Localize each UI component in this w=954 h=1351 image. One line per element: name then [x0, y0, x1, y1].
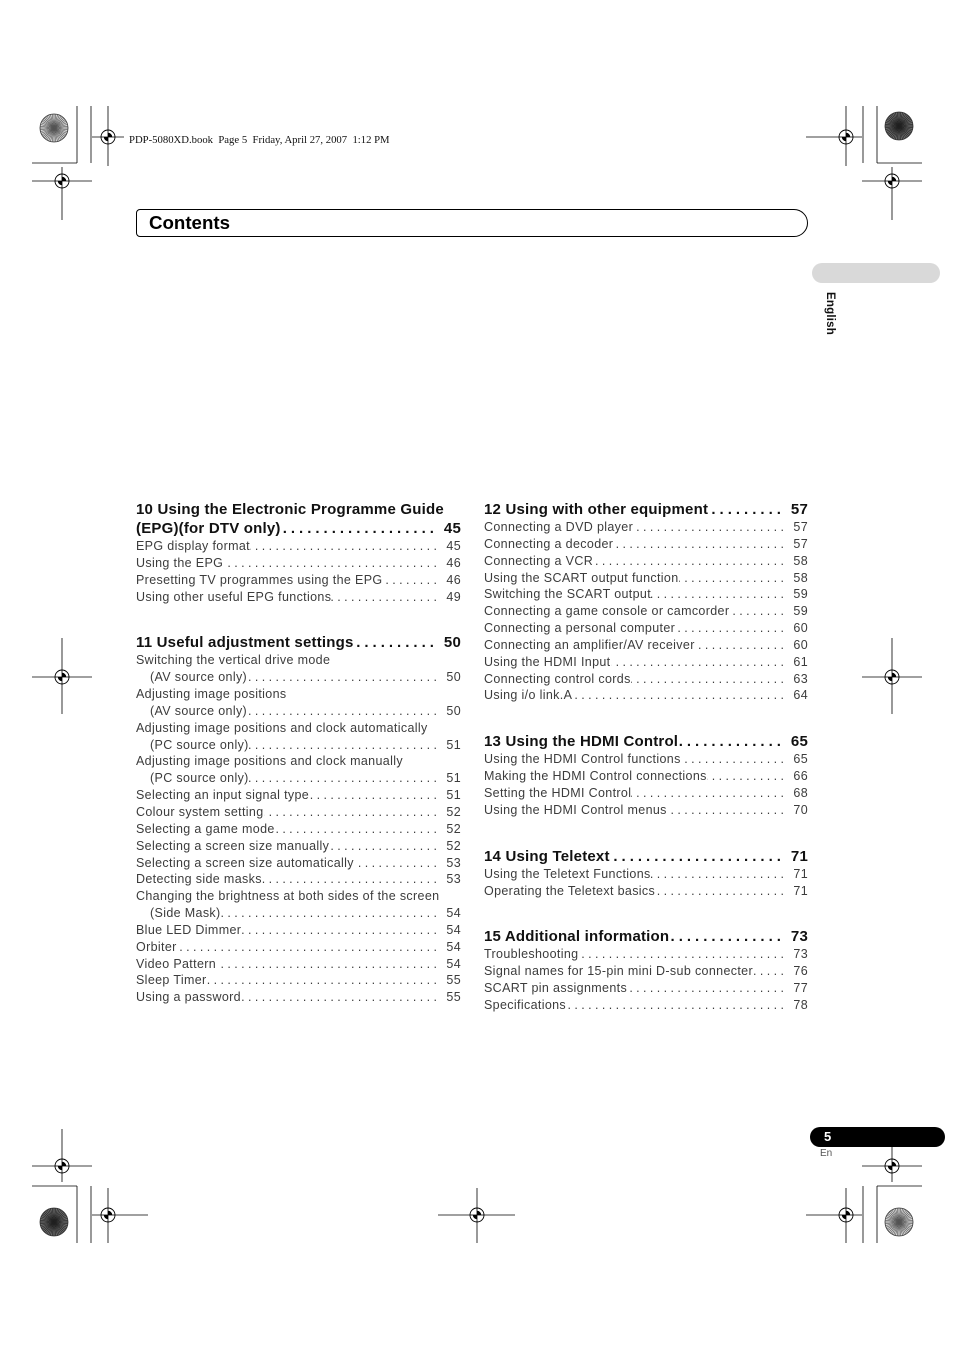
toc-entry-page-number: 76 — [793, 964, 808, 979]
registration-mark — [32, 638, 92, 714]
toc-entry-label: Blue LED Dimmer — [136, 922, 242, 937]
toc-entry — [484, 997, 808, 1014]
dot-leader — [708, 500, 785, 519]
toc-entry-line — [484, 603, 808, 620]
section-heading-line — [484, 500, 808, 519]
toc-entry-line — [484, 963, 808, 980]
toc-entry-page-number: 61 — [793, 654, 808, 669]
dot-leader — [627, 980, 787, 997]
dot-leader — [631, 785, 787, 802]
toc-entry — [136, 538, 461, 555]
dot-leader — [613, 536, 787, 553]
toc-entry-line — [136, 720, 461, 737]
toc-entry-line — [484, 997, 808, 1014]
toc-entry-line — [484, 637, 808, 654]
toc-entry-label: SCART pin assignments — [484, 981, 628, 996]
toc-entry — [136, 787, 461, 804]
toc-entry — [136, 652, 461, 686]
toc-section — [136, 500, 461, 605]
entry-list — [136, 538, 461, 605]
toc-entry-line — [484, 768, 808, 785]
registration-mark — [806, 106, 862, 166]
page-number-badge — [810, 1127, 945, 1147]
toc-entry-page-number: 59 — [793, 604, 808, 619]
section-heading-line — [484, 847, 808, 866]
toc-entry-page-number: 45 — [446, 539, 461, 553]
toc-entry — [484, 570, 808, 587]
section-heading-text: 11 Useful adjustment settings — [136, 634, 354, 652]
toc-entry — [484, 586, 808, 603]
toc-entry-page-number: 66 — [793, 769, 808, 784]
toc-entry-label: Using other useful EPG functions — [136, 589, 332, 604]
dot-leader — [631, 671, 788, 688]
toc-entry-line — [136, 686, 461, 703]
language-tab-label: English — [824, 292, 836, 335]
toc-entry-line — [136, 572, 461, 589]
dot-leader — [593, 553, 787, 570]
toc-entry-page-number: 50 — [446, 703, 461, 718]
toc-section — [484, 732, 808, 818]
toc-entry-page-number: 46 — [446, 555, 461, 570]
toc-entry-label: Troubleshooting — [484, 947, 579, 962]
toc-entry-label: Selecting a game mode — [136, 821, 275, 836]
dot-leader — [707, 768, 788, 785]
section-heading-line — [484, 927, 808, 946]
toc-entry-label: Sleep Timer — [136, 973, 207, 988]
toc-entry-page-number: 65 — [793, 752, 808, 767]
registration-mark — [438, 1188, 515, 1243]
toc-entry — [136, 855, 461, 872]
toc-entry-label: Colour system setting — [136, 804, 264, 819]
toc-entry-line — [136, 652, 461, 669]
toc-entry-label-continued: (AV source only) — [150, 670, 248, 685]
toc-entry-line — [136, 821, 461, 838]
dot-leader — [281, 519, 438, 538]
toc-section — [484, 847, 808, 900]
toc-entry-line — [136, 922, 461, 939]
toc-entry-page-number: 54 — [446, 956, 461, 971]
toc-entry — [136, 838, 461, 855]
dot-leader — [250, 538, 440, 555]
section-page-number: 73 — [790, 928, 808, 946]
section-heading-line — [136, 500, 461, 519]
toc-entry — [484, 768, 808, 785]
section-page-number: 50 — [443, 634, 461, 652]
toc-entry — [136, 956, 461, 973]
dot-leader — [675, 620, 787, 637]
toc-entry-line — [136, 939, 461, 956]
dot-leader — [354, 633, 438, 652]
toc-entry — [136, 589, 461, 606]
toc-entry — [484, 751, 808, 768]
toc-entry-line — [136, 989, 461, 1006]
dot-leader — [566, 997, 787, 1014]
print-slug: PDP-5080XD.book Page 5 Friday, April 27, 2007 1:12 PM — [129, 134, 390, 146]
dot-leader — [610, 847, 785, 866]
dot-leader — [262, 871, 441, 888]
toc-entry-line — [484, 654, 808, 671]
toc-entry-page-number: 55 — [446, 973, 461, 988]
toc-entry-line — [484, 671, 808, 688]
section-heading-text: 14 Using Teletext — [484, 847, 610, 865]
toc-entry-label: Using the HDMI Control functions — [484, 752, 681, 767]
toc-entry-page-number: 58 — [793, 553, 808, 568]
toc-entry-label: Adjusting image positions — [136, 687, 287, 702]
toc-entry-page-number: 51 — [446, 771, 461, 786]
dot-leader — [354, 855, 440, 872]
toc-entry-line — [484, 586, 808, 603]
toc-entry-line — [136, 753, 461, 770]
toc-entry-page-number: 52 — [446, 838, 461, 853]
section-heading-text: (EPG)(for DTV only) — [136, 520, 281, 537]
toc-entry-page-number: 63 — [793, 671, 808, 686]
toc-entry-line — [484, 946, 808, 963]
toc-entry-label: Changing the brightness at both sides of the screen — [136, 889, 440, 904]
section-heading-text: 12 Using with other equipment — [484, 501, 709, 518]
toc-entry-label: Adjusting image positions and clock manually — [136, 754, 403, 769]
dot-leader — [633, 519, 787, 536]
toc-entry-line — [136, 888, 461, 905]
toc-entry-label: Detecting side masks — [136, 872, 262, 887]
toc-entry-label: Switching the SCART output — [484, 587, 652, 602]
dot-leader — [177, 939, 441, 956]
toc-entry — [484, 637, 808, 654]
registration-mark — [92, 1188, 148, 1243]
toc-entry-line — [484, 553, 808, 570]
toc-entry-line — [136, 589, 461, 606]
toc-entry-label-continued: (AV source only) — [150, 703, 248, 718]
toc-entry — [484, 883, 808, 900]
toc-entry — [136, 871, 461, 888]
toc-entry-page-number: 46 — [446, 572, 461, 587]
toc-section — [136, 633, 461, 1006]
toc-entry-label-continued: (PC source only) — [150, 737, 249, 752]
toc-entry-page-number: 60 — [793, 637, 808, 652]
toc-entry-page-number: 49 — [446, 589, 461, 604]
toc-entry — [484, 620, 808, 637]
dot-leader — [695, 637, 788, 654]
toc-entry-line — [136, 905, 461, 922]
toc-entry-line — [484, 866, 808, 883]
toc-entry-label: Connecting a decoder — [484, 536, 614, 551]
toc-entry-line — [484, 980, 808, 997]
toc-entry-label: Using a password — [136, 990, 241, 1005]
toc-entry-line — [484, 883, 808, 900]
toc-entry-page-number: 68 — [793, 785, 808, 800]
section-heading — [484, 732, 808, 751]
toc-entry-label: Operating the Teletext basics — [484, 883, 656, 898]
toc-entry-line — [136, 737, 461, 754]
color-bar-starburst — [885, 112, 913, 140]
section-heading-text: 10 Using the Electronic Programme Guide — [136, 501, 444, 518]
section-heading-line — [484, 732, 808, 751]
toc-entry — [136, 804, 461, 821]
toc-entry-line — [136, 770, 461, 787]
registration-mark — [862, 167, 922, 220]
entry-list — [484, 519, 808, 704]
toc-entry-page-number: 64 — [793, 688, 808, 703]
section-heading-line — [136, 633, 461, 652]
entry-list — [484, 866, 808, 900]
toc-entry-page-number: 59 — [793, 587, 808, 602]
dot-leader — [651, 586, 787, 603]
toc-entry-page-number: 71 — [793, 866, 808, 881]
dot-leader — [216, 956, 440, 973]
toc-entry-label: Selecting a screen size manually — [136, 838, 330, 853]
page-title: Contents — [149, 212, 230, 233]
toc-entry-line — [136, 838, 461, 855]
toc-entry-label-continued: (PC source only) — [150, 771, 249, 786]
toc-entry-page-number: 78 — [793, 997, 808, 1012]
dot-leader — [264, 804, 441, 821]
toc-entry-line — [484, 751, 808, 768]
toc-entry — [484, 963, 808, 980]
entry-list — [136, 652, 461, 1006]
toc-entry-page-number: 51 — [446, 788, 461, 803]
toc-entry — [136, 753, 461, 787]
dot-leader — [275, 821, 441, 838]
page-number: 5 — [824, 1129, 832, 1144]
toc-column-left — [136, 500, 461, 1006]
dot-leader — [611, 654, 788, 671]
section-page-number: 57 — [790, 501, 808, 518]
toc-entry-line — [136, 787, 461, 804]
toc-entry-label: Using the SCART output function — [484, 570, 679, 585]
toc-entry-line — [136, 956, 461, 973]
section-heading — [484, 500, 808, 519]
toc-entry-line — [484, 802, 808, 819]
dot-leader — [667, 802, 788, 819]
toc-entry-label: EPG display format — [136, 539, 250, 553]
toc-entry-page-number: 50 — [446, 670, 461, 685]
toc-entry — [484, 671, 808, 688]
dot-leader — [669, 927, 785, 946]
dot-leader — [729, 603, 787, 620]
dot-leader — [383, 572, 441, 589]
section-heading — [484, 927, 808, 946]
dot-leader — [578, 946, 787, 963]
toc-entry-line — [484, 519, 808, 536]
registration-mark — [92, 106, 124, 166]
section-page-number: 71 — [790, 847, 808, 865]
toc-entry — [136, 989, 461, 1006]
dot-leader — [221, 905, 441, 922]
section-heading-text: 15 Additional information — [484, 928, 670, 946]
toc-column-right — [484, 500, 808, 1014]
dot-leader — [572, 687, 787, 704]
dot-leader — [247, 703, 440, 720]
toc-entry-label: Setting the HDMI Control — [484, 785, 632, 800]
color-bar-starburst — [40, 1208, 68, 1236]
toc-entry-label: Signal names for 15-pin mini D-sub connecter — [484, 964, 753, 979]
toc-entry-label: Adjusting image positions and clock automatically — [136, 720, 428, 735]
registration-mark — [32, 1129, 92, 1182]
toc-entry — [136, 972, 461, 989]
toc-entry-line — [484, 570, 808, 587]
toc-entry — [484, 553, 808, 570]
dot-leader — [241, 989, 440, 1006]
language-tab-bar — [812, 263, 940, 283]
dot-leader — [247, 669, 440, 686]
toc-entry — [484, 687, 808, 704]
section-heading-text: 13 Using the HDMI Control — [484, 733, 679, 751]
toc-entry-label: Connecting a personal computer — [484, 621, 676, 636]
toc-entry-line — [136, 972, 461, 989]
toc-entry-line — [484, 687, 808, 704]
entry-list — [484, 946, 808, 1013]
dot-leader — [331, 589, 440, 606]
dot-leader — [249, 770, 441, 787]
toc-entry — [136, 888, 461, 922]
dot-leader — [679, 570, 788, 587]
toc-entry-page-number: 53 — [446, 855, 461, 870]
toc-entry-page-number: 54 — [446, 939, 461, 954]
page-language-code: En — [820, 1148, 833, 1159]
toc-entry-line — [136, 538, 461, 555]
toc-entry-label: Using the HDMI Input — [484, 654, 611, 669]
toc-entry — [136, 821, 461, 838]
entry-list — [484, 751, 808, 818]
dot-leader — [753, 963, 787, 980]
registration-mark — [32, 167, 92, 220]
color-bar-starburst — [40, 114, 68, 142]
dot-leader — [241, 922, 440, 939]
toc-entry-label: Selecting a screen size automatically — [136, 855, 354, 870]
toc-entry — [484, 536, 808, 553]
toc-entry-label: Using the HDMI Control menus — [484, 802, 667, 817]
section-page-number: 65 — [790, 733, 808, 751]
toc-entry — [136, 572, 461, 589]
toc-entry-label: Connecting control cords — [484, 671, 631, 686]
toc-entry-line — [136, 703, 461, 720]
toc-entry-page-number: 71 — [793, 883, 808, 898]
dot-leader — [207, 972, 441, 989]
toc-entry-page-number: 51 — [446, 737, 461, 752]
toc-entry-line — [136, 855, 461, 872]
toc-entry-label: Presetting TV programmes using the EPG — [136, 572, 383, 587]
color-bar-starburst — [885, 1208, 913, 1236]
toc-entry-line — [136, 555, 461, 572]
toc-entry-line — [136, 669, 461, 686]
dot-leader — [655, 883, 787, 900]
toc-entry — [484, 519, 808, 536]
toc-entry-label: Making the HDMI Control connections — [484, 769, 707, 784]
toc-entry-line — [136, 871, 461, 888]
toc-entry-page-number: 53 — [446, 872, 461, 887]
toc-entry-page-number: 58 — [793, 570, 808, 585]
toc-entry — [484, 654, 808, 671]
toc-entry-page-number: 54 — [446, 922, 461, 937]
page-title-bar — [136, 209, 808, 237]
toc-entry-page-number: 73 — [793, 947, 808, 962]
toc-entry-label: Specifications — [484, 997, 567, 1012]
toc-entry-page-number: 52 — [446, 821, 461, 836]
toc-entry — [484, 866, 808, 883]
toc-entry-page-number: 52 — [446, 804, 461, 819]
registration-mark — [806, 1188, 862, 1243]
section-heading — [484, 847, 808, 866]
toc-entry-page-number: 70 — [793, 802, 808, 817]
toc-entry-label: Video Pattern — [136, 956, 217, 971]
dot-leader — [329, 838, 440, 855]
toc-entry-label: Connecting a DVD player — [484, 520, 634, 534]
toc-entry-page-number: 57 — [793, 520, 808, 534]
toc-entry-label: Using the EPG — [136, 555, 224, 570]
toc-entry-label: Connecting a game console or camcorder — [484, 604, 730, 619]
toc-entry — [484, 785, 808, 802]
toc-entry — [484, 603, 808, 620]
toc-entry-label: Connecting an amplifier/AV receiver — [484, 637, 695, 652]
registration-mark — [862, 638, 922, 714]
toc-entry-label-continued: (Side Mask) — [150, 906, 221, 921]
section-heading — [136, 500, 461, 538]
toc-section — [484, 927, 808, 1013]
toc-entry — [136, 939, 461, 956]
toc-entry — [136, 555, 461, 572]
section-heading — [136, 633, 461, 652]
toc-entry-page-number: 55 — [446, 990, 461, 1005]
toc-entry-page-number: 60 — [793, 621, 808, 636]
toc-entry-label: Using i/o link.A — [484, 688, 573, 703]
toc-entry — [136, 720, 461, 754]
dot-leader — [309, 787, 440, 804]
toc-entry — [484, 946, 808, 963]
dot-leader — [651, 866, 788, 883]
dot-leader — [678, 732, 785, 751]
toc-entry-page-number: 77 — [793, 981, 808, 996]
toc-section — [484, 500, 808, 704]
toc-entry — [136, 686, 461, 720]
toc-entry-line — [136, 804, 461, 821]
toc-entry — [484, 802, 808, 819]
toc-entry-page-number: 57 — [793, 536, 808, 551]
toc-entry — [484, 980, 808, 997]
toc-entry-line — [484, 536, 808, 553]
toc-entry — [136, 922, 461, 939]
toc-entry-line — [484, 620, 808, 637]
toc-entry-page-number: 54 — [446, 906, 461, 921]
toc-entry-line — [484, 785, 808, 802]
section-heading-line — [136, 519, 461, 538]
dot-leader — [681, 751, 788, 768]
toc-entry-label: Switching the vertical drive mode — [136, 653, 331, 668]
toc-entry-label: Using the Teletext Functions — [484, 866, 651, 881]
toc-entry-label: Orbiter — [136, 939, 177, 954]
toc-entry-label: Connecting a VCR — [484, 553, 594, 568]
toc-entry-label: Selecting an input signal type — [136, 788, 310, 803]
section-page-number: 45 — [443, 520, 461, 537]
dot-leader — [249, 737, 441, 754]
dot-leader — [223, 555, 440, 572]
